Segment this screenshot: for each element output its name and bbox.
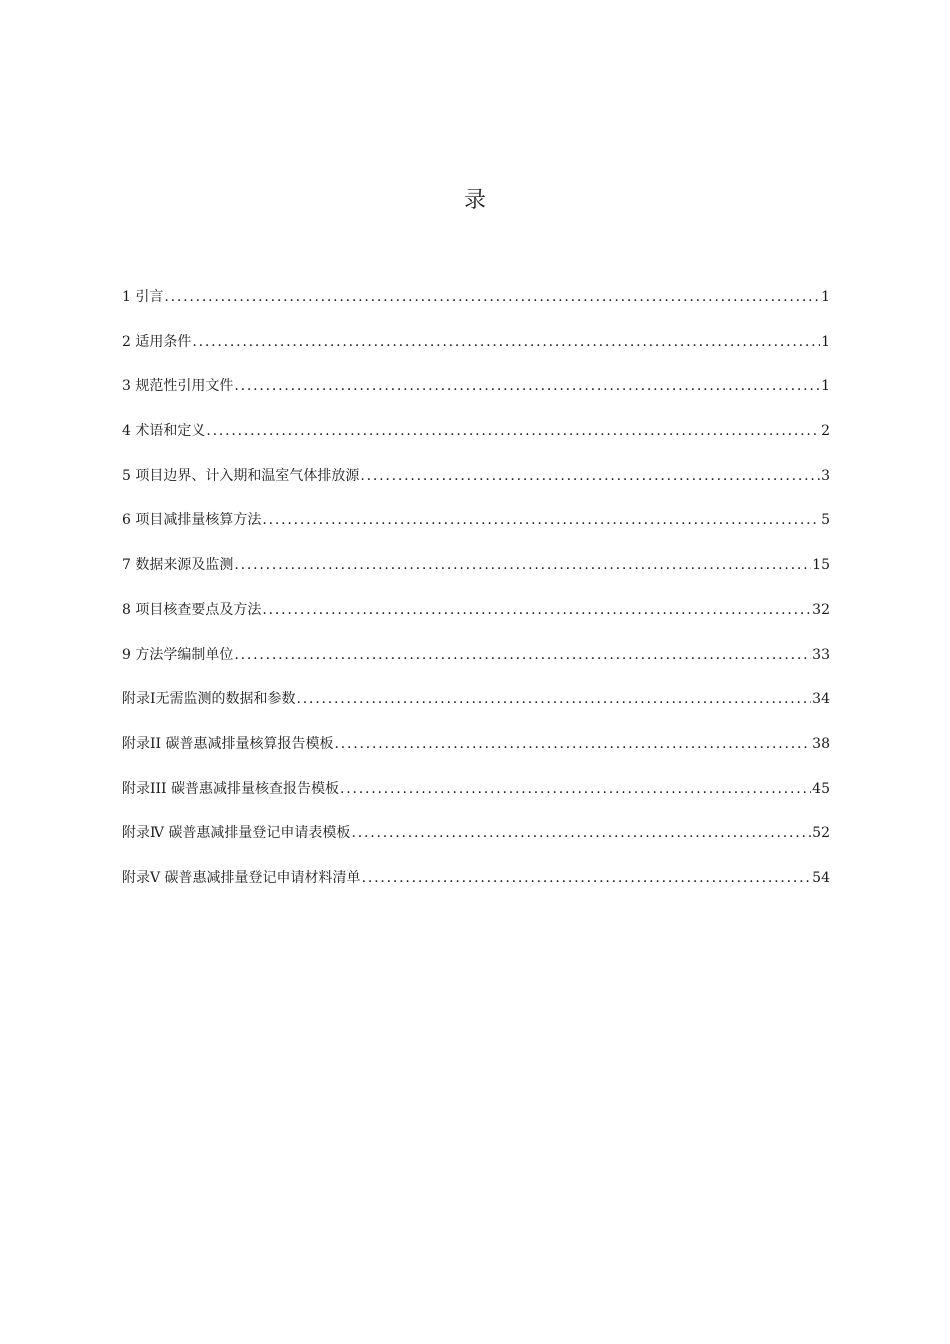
toc-entry-label: 6 项目减排量核算方法 (122, 512, 262, 529)
toc-entry-label: 1 引言 (122, 289, 164, 305)
toc-dot-leader (262, 597, 811, 623)
toc-entry-label: 附录Ⅳ 碳普惠减排量登记申请表模板 (122, 825, 351, 842)
toc-page-number: 54 (812, 869, 830, 886)
toc-dot-leader (362, 865, 812, 891)
toc-dot-leader (234, 373, 820, 399)
toc-entry-label: 8 项目核查要点及方法 (122, 601, 262, 618)
toc-page-number: 1 (821, 333, 830, 350)
toc-page-number: 34 (812, 691, 830, 708)
toc-entry[interactable] (122, 373, 830, 418)
toc-entry-label: 9 方法学编制单位 (122, 646, 234, 663)
page-title: 录 (463, 188, 486, 213)
toc-entry[interactable] (122, 507, 830, 552)
toc-page-number: 52 (812, 825, 830, 842)
toc-entry[interactable] (122, 463, 830, 508)
toc-dot-leader (297, 686, 812, 712)
toc-page-number: 15 (812, 557, 830, 574)
toc-entry-label: 5 项目边界、计入期和温室气体排放源 (122, 467, 360, 484)
toc-entry[interactable] (122, 329, 830, 374)
toc-entry[interactable] (122, 776, 830, 821)
toc-entry[interactable] (122, 820, 830, 865)
toc-page-number: 3 (821, 467, 830, 484)
toc-dot-leader (164, 284, 820, 310)
toc-entry[interactable] (122, 731, 830, 776)
toc-dot-leader (351, 820, 811, 846)
toc-page-number: 5 (821, 512, 830, 529)
toc-page-number: 2 (821, 423, 830, 440)
toc-dot-leader (340, 776, 811, 802)
toc-dot-leader (234, 552, 811, 578)
toc-entry[interactable] (122, 597, 830, 642)
toc-entry-label: 4 术语和定义 (122, 423, 206, 440)
toc-entry[interactable] (122, 865, 830, 910)
toc-page-number: 33 (812, 646, 830, 663)
toc-entry[interactable] (122, 418, 830, 463)
toc-page-number: 32 (812, 601, 830, 618)
table-of-contents (122, 284, 830, 910)
toc-dot-leader (234, 642, 811, 668)
toc-entry-label: 附录III 碳普惠减排量核查报告模板 (122, 780, 340, 797)
toc-entry[interactable] (122, 552, 830, 597)
toc-dot-leader (192, 329, 820, 355)
toc-page-number: 1 (821, 289, 830, 305)
toc-entry[interactable] (122, 284, 830, 329)
toc-dot-leader (206, 418, 820, 444)
toc-entry-label: 7 数据来源及监测 (122, 557, 234, 574)
toc-entry[interactable] (122, 686, 830, 731)
toc-entry-label: 附录Ⅰ无需监测的数据和参数 (122, 691, 296, 708)
toc-entry-label: 3 规范性引用文件 (122, 378, 234, 395)
toc-entry[interactable] (122, 642, 830, 687)
toc-entry-label: 附录II 碳普惠减排量核算报告模板 (122, 735, 334, 752)
toc-entry-label: 2 适用条件 (122, 333, 192, 350)
toc-dot-leader (335, 731, 812, 757)
toc-page-number: 1 (821, 378, 830, 395)
toc-dot-leader (360, 463, 820, 489)
toc-page-number: 38 (812, 735, 830, 752)
toc-entry-label: 附录Ⅴ 碳普惠减排量登记申请材料清单 (122, 869, 361, 886)
toc-page-number: 45 (812, 780, 830, 797)
toc-dot-leader (262, 507, 820, 533)
